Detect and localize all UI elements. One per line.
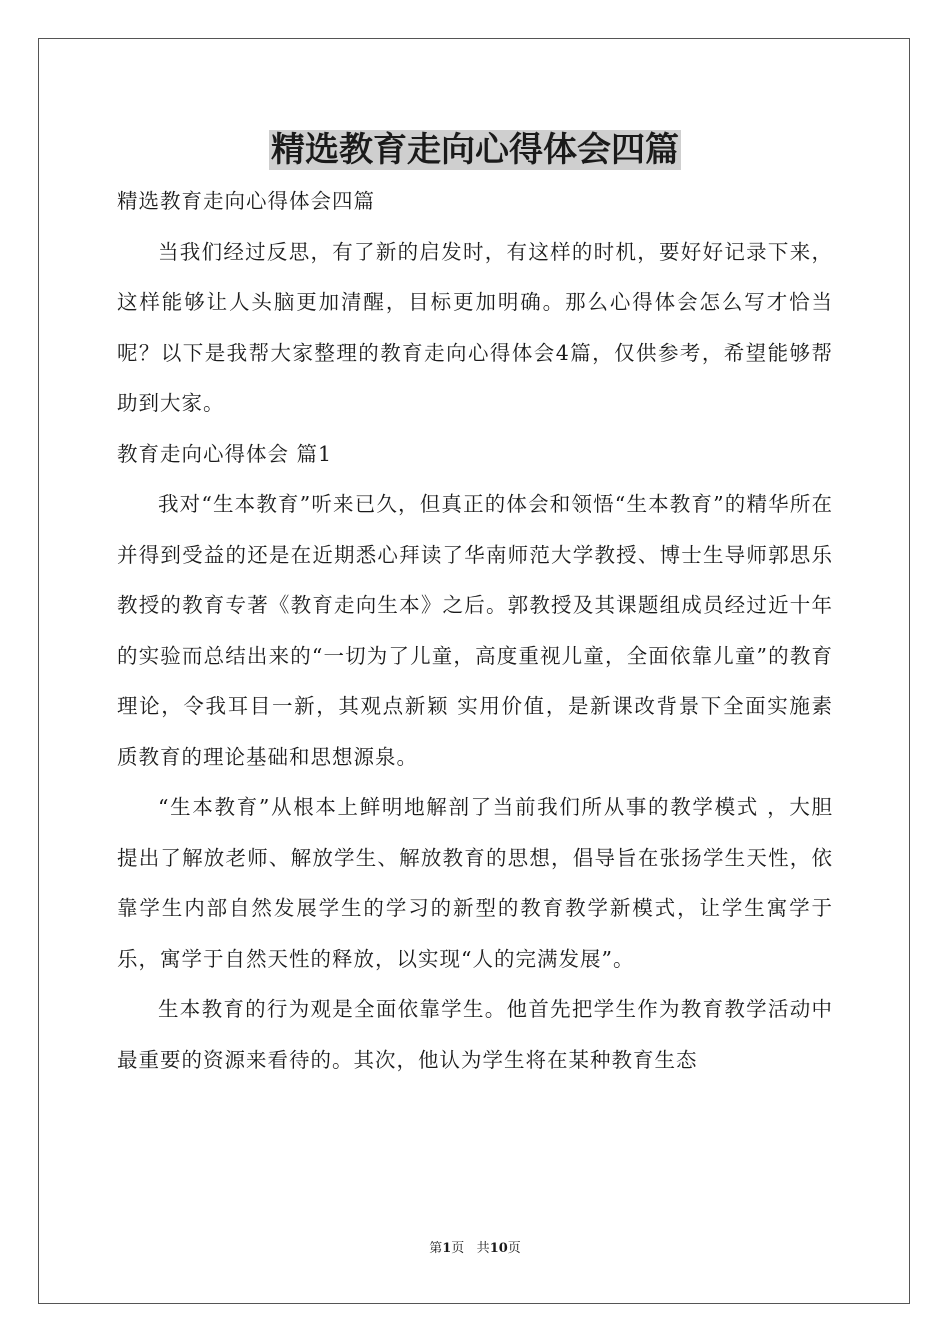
document-title (0, 128, 950, 172)
page-suffix: 页 (451, 1241, 465, 1256)
document-body (117, 176, 833, 1085)
total-suffix: 页 (507, 1241, 521, 1256)
body-paragraph-3: 生本教育的行为观是全面依靠学生。他首先把学生作为教育教学活动中最重要的资源来看待的。其次，他认为学生将在某种教育生态 (117, 997, 833, 1072)
intro-paragraph: 当我们经过反思，有了新的启发时，有这样的时机，要好好记录下来，这样能够让人头脑更加清醒，目标更加明确。那么心得体会怎么写才恰当呢？以下是我帮大家整理的教育走向心得体会4篇，仅供参考，希望能够帮助到大家。 (117, 239, 833, 415)
body-paragraph-2: “生本教育”从根本上鲜明地解剖了当前我们所从事的教学模式 ，大胆提出了解放老师、解放学生、解放教育的思想，倡导旨在张扬学生天性，依靠学生内部自然发展学生的学习的新型的教育教学新模式，让学生寓学于乐，寓学于自然天性的释放，以实现“人的完满发展”。 (117, 795, 833, 971)
page-current: 1 (442, 1241, 452, 1256)
total-pages: 10 (489, 1241, 508, 1256)
page-prefix: 第 (429, 1241, 443, 1256)
document-subtitle: 精选教育走向心得体会四篇 (117, 189, 375, 213)
total-prefix: 共 (476, 1241, 490, 1256)
page-footer (0, 1240, 950, 1258)
section-heading: 教育走向心得体会 篇1 (117, 441, 333, 466)
document-title-text: 精选教育走向心得体会四篇 (271, 130, 679, 170)
body-paragraph-1: 我对“生本教育”听来已久，但真正的体会和领悟“生本教育”的精华所在并得到受益的还是在近期悉心拜读了华南师范大学教授、博士生导师郭思乐教授的教育专著《教育走向生本》之后。郭教授及其课题组成员经过近十年的实验而总结出来的“一切为了儿童，高度重视儿童，全面依靠儿童”的教育理论，令我耳目一新，其观点新颖 实用价值，是新课改背景下全面实施素质教育的理论基础和思想源泉。 (117, 492, 833, 769)
